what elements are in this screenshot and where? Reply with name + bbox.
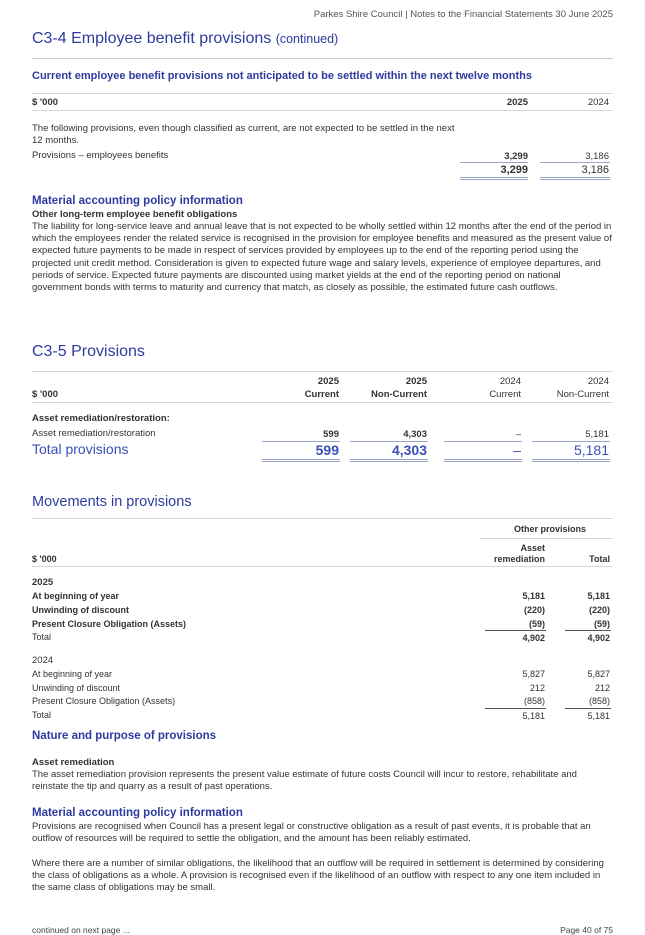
double-rule [460,177,528,180]
total-rule [485,708,546,709]
col-header-asset: Asset remediation [493,543,545,564]
total-value: 212 [594,683,610,693]
col-year: 2024 [587,376,609,387]
total-rule [540,162,610,163]
row-label: Present Closure Obligation (Assets) [32,696,176,706]
col-header-2025: 2025 [506,97,528,108]
col-type: Non-Current [371,389,427,400]
movements-title: Movements in provisions [32,494,192,510]
total-2025-current: 599 [315,442,339,458]
table-heading: Current employee benefit provisions not anticipated to be settled within the next twelve months [32,70,532,82]
page-header: Parkes Shire Council | Notes to the Financial Statements 30 June 2025 [313,9,613,20]
row-label: Present Closure Obligation (Assets) [32,619,187,629]
total-label: Total provisions [32,441,129,457]
group-label: Asset remediation/restoration: [32,413,170,424]
divider [32,93,613,94]
note-text: The following provisions, even though classified as current, are not expected to be settled in the next 12 months. [32,123,455,146]
col-header-2025-non-current [348,375,427,401]
value-2024-current: – [515,429,521,440]
value-2025: 3,299 [504,151,528,162]
total-value: (59) [593,619,610,629]
total-value: (220) [588,605,610,615]
col-header-total: Total [589,554,610,564]
col-type: Current [304,389,339,400]
total-2024: 3,186 [581,164,609,176]
group-header: Other provisions [513,524,586,534]
total-value: 5,181 [587,591,610,601]
policy-text-1: Provisions are recognised when Council has a present legal or constructive obligation as a result of past events, it is probable that an outflow of resources will be required to settle the obligation, and the amount has been reliably estimated. [32,821,591,845]
divider [480,538,613,539]
continued-label: (continued) [275,32,339,46]
double-rule [350,459,428,462]
footer-page-number: Page 40 of 75 [560,925,613,935]
nature-subheading: Asset remediation [32,757,115,768]
value-2025-non-current: 4,303 [403,429,427,440]
divider [32,566,613,567]
double-rule [540,177,610,180]
year-label: 2025 [32,577,54,588]
col-year: 2025 [405,376,427,387]
col-header-2024-current [442,375,521,401]
footer-continued: continued on next page ... [32,925,130,935]
value-2024-non-current: 5,181 [585,429,609,440]
section-title-text: C3-4 Employee benefit provisions [32,30,272,47]
col-year: 2025 [317,376,339,387]
year-label: 2024 [32,655,54,666]
col-type: Current [489,389,521,400]
divider [32,402,613,403]
total-2025: 3,299 [500,164,528,176]
divider [32,518,613,519]
row-label: Unwinding of discount [32,605,129,615]
double-rule [532,459,610,462]
col-year: 2024 [499,376,521,387]
total-label: Total [32,710,52,720]
total-value: 5,827 [587,669,610,679]
total-rule [460,162,528,163]
asset-value: 212 [529,683,545,693]
nature-text: The asset remediation provision represents the present value estimate of future costs Council will incur to restore, rehabilitate and reinstate the tip and quarry as a result of past operations. [32,769,577,793]
divider [32,371,613,372]
total-total: 4,902 [587,633,610,643]
units-label: $ '000 [32,97,59,108]
total-rule [565,708,611,709]
policy-subheading: Other long-term employee benefit obligations [32,209,238,220]
asset-value: (858) [523,696,545,706]
total-total: 5,181 [587,711,610,721]
row-label: At beginning of year [32,669,113,679]
total-rule [565,630,611,631]
units-label: $ '000 [32,389,59,400]
col-header-2024-non-current [530,375,609,401]
col-type: Non-Current [556,389,609,400]
row-label: Provisions – employees benefits [32,150,169,161]
col-header-2025-current [260,375,339,401]
section-title-c3-5: C3-5 Provisions [32,343,145,360]
policy-heading: Material accounting policy information [32,807,243,819]
asset-value: 5,181 [522,591,545,601]
total-2024-non-current: 5,181 [573,442,609,458]
total-2024-current: – [513,442,521,458]
divider [32,110,613,111]
col-header-2024: 2024 [587,97,609,108]
nature-heading: Nature and purpose of provisions [32,730,217,742]
row-label: Asset remediation/restoration [32,428,156,439]
asset-value: (59) [528,619,545,629]
total-asset: 4,902 [522,633,545,643]
asset-value: 5,827 [522,669,545,679]
policy-text-2: Where there are a number of similar obligations, the likelihood that an outflow will be required in settlement is determined by considering the class of obligations as a whole. A provision is recognised even if the likelihood of an outflow with respect to any one item included in the same class of obligations may be small. [32,858,604,894]
double-rule [262,459,340,462]
total-2025-non-current: 4,303 [391,442,427,458]
total-value: (858) [588,696,610,706]
policy-heading: Material accounting policy information [32,195,243,207]
units-label: $ '000 [32,554,57,564]
value-2025-current: 599 [323,429,339,440]
double-rule [444,459,522,462]
policy-text: The liability for long-service leave and annual leave that is not expected to be wholly settled within 12 months after the end of the period in which the employees render the related service is recognised in the provision for employee benefits and measured as the present value of expected future payments to be made in respect of services provided by employees up to the end of the reporting period using the projected unit credit method. Consideration is given to expected future wage and salary levels, experience of employee departures, and periods of service. Expected future payments are discounted using market yields at the end of the reporting period on national government bonds with terms to maturity and currency that match, as closely as possible, the estimated future cash outflows. [32,221,612,294]
section-title-c3-4 [32,30,338,48]
row-label: At beginning of year [32,591,120,601]
asset-value: (220) [523,605,545,615]
row-label: Unwinding of discount [32,683,121,693]
total-rule [485,630,546,631]
divider [32,58,613,59]
value-2024: 3,186 [585,151,609,162]
total-label: Total [32,632,52,642]
total-asset: 5,181 [522,711,545,721]
